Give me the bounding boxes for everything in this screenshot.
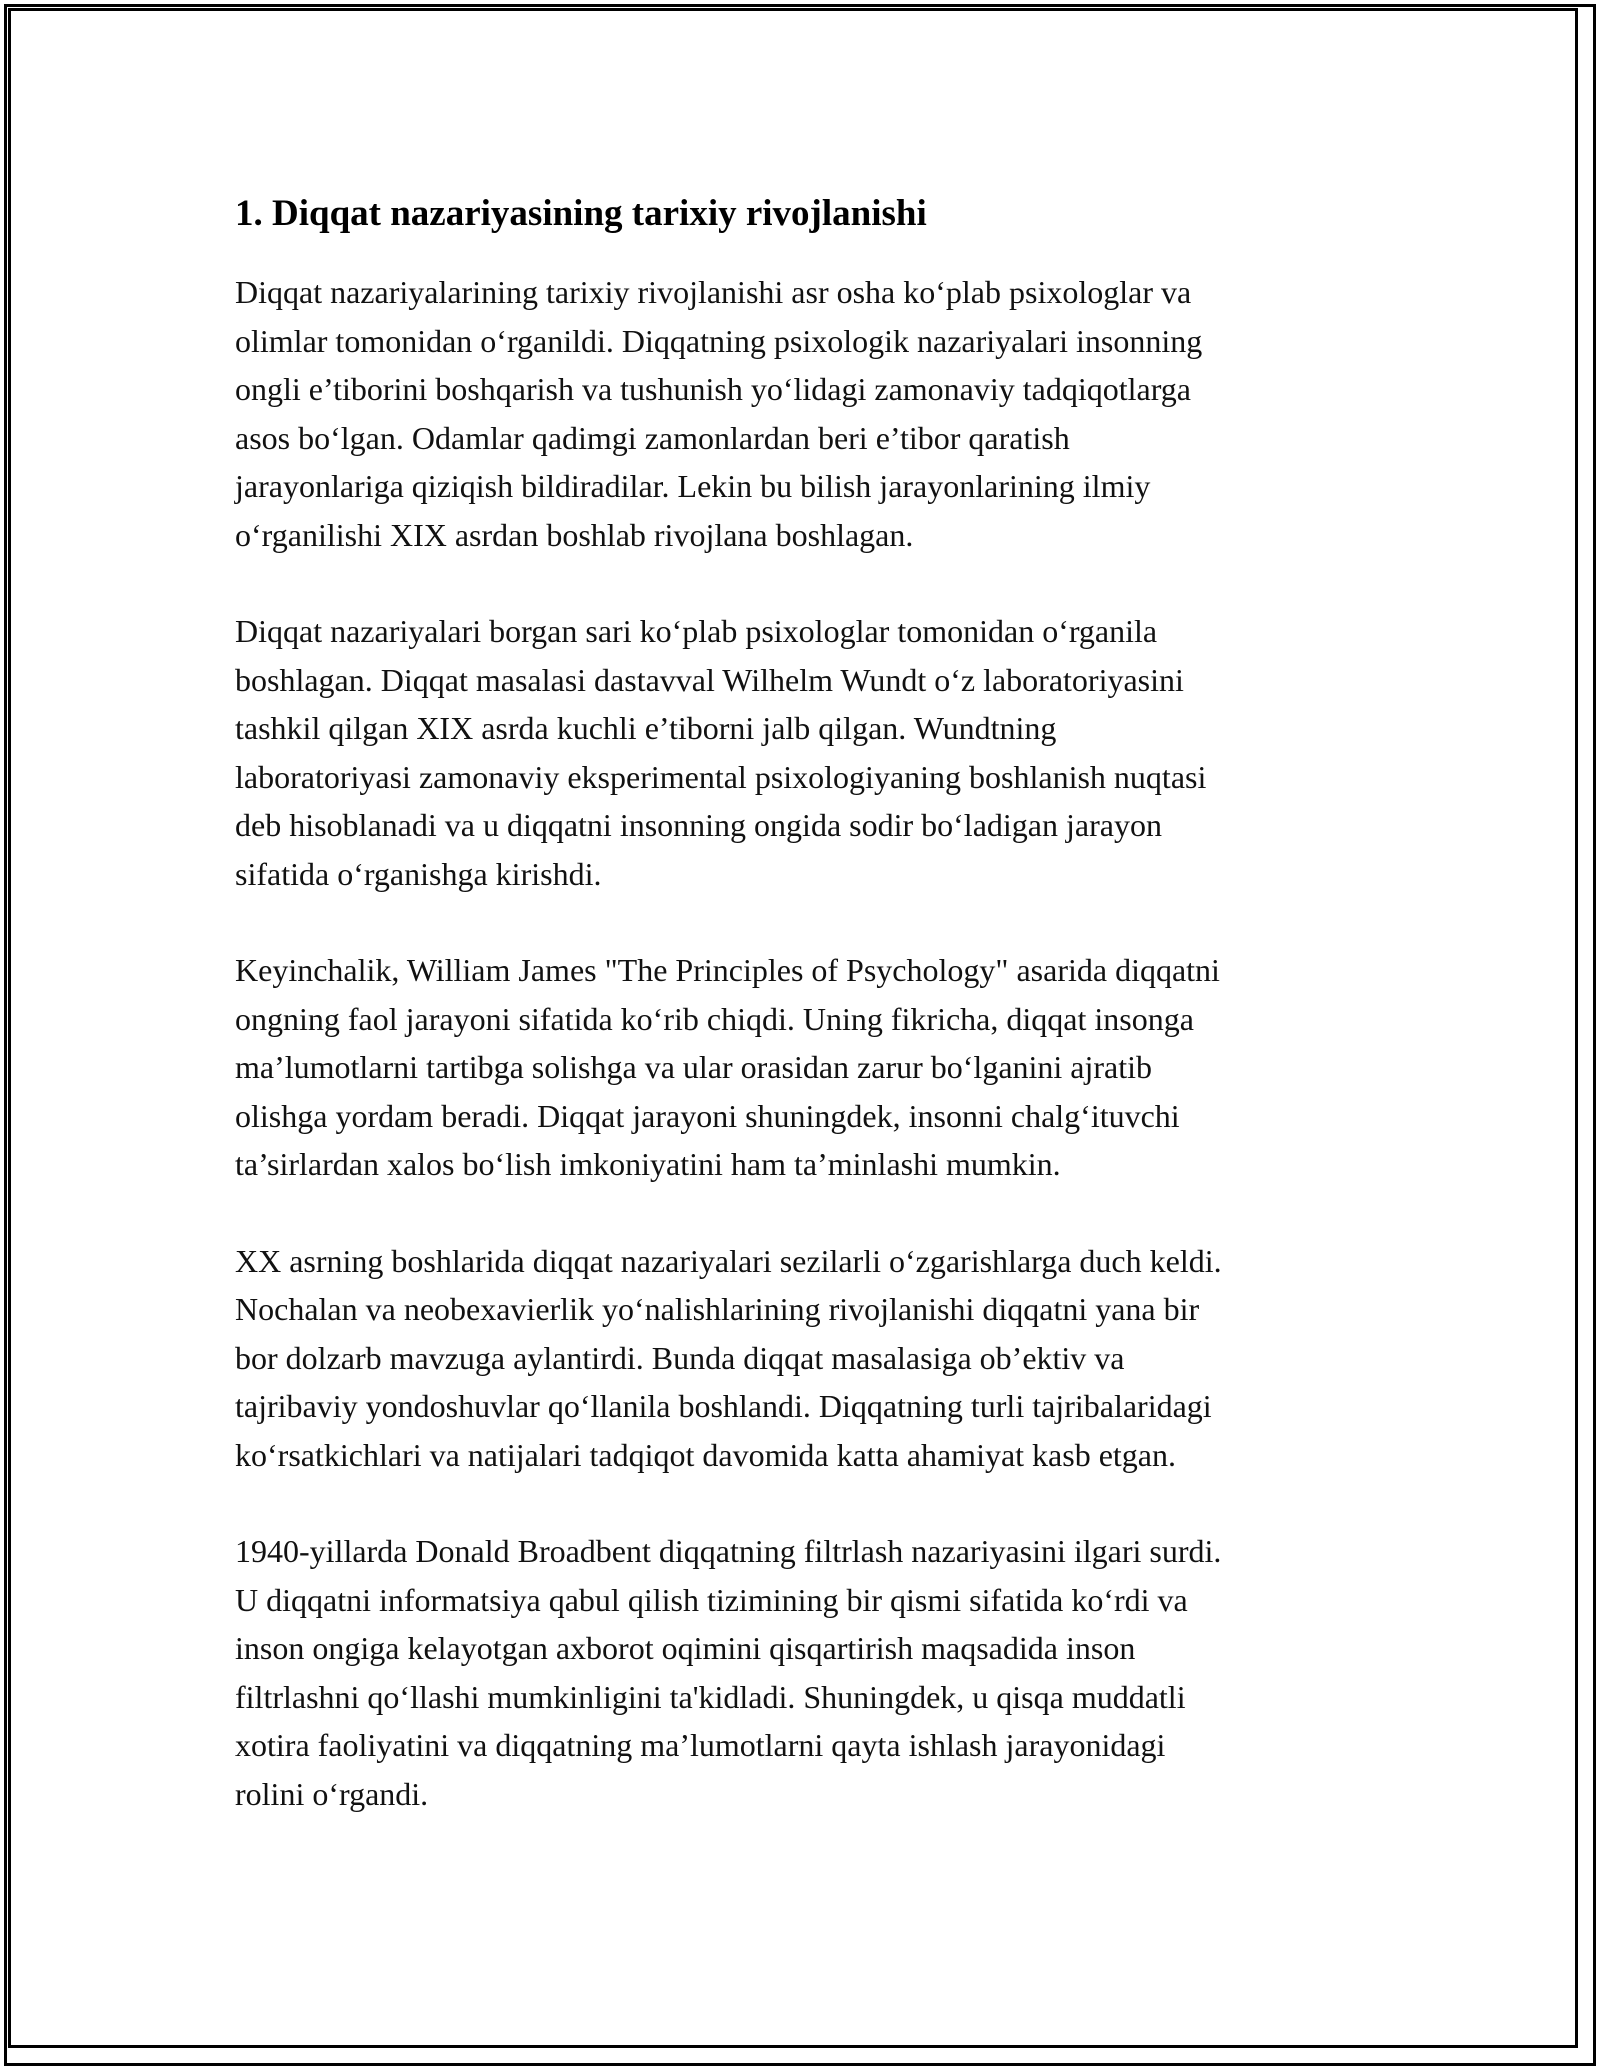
document-body bbox=[235, 188, 1375, 1866]
paragraph-2: Diqqat nazariyalari borgan sari ko‘plab psixologlar tomonidan o‘rganila boshlagan. Diqqat masalasi dastavval Wilhelm Wundt o‘z laboratoriyasini tashkil qilgan XIX asrda kuchli e’tiborni jalb qilgan. Wundtning laboratoriyasi zamonaviy eksperimental psixologiyaning boshlanish nuqtasi deb hisoblanadi va u diqqatni insonning ongida sodir bo‘ladigan jarayon sifatida o‘rganishga kirishdi. bbox=[235, 613, 1207, 892]
section-heading: 1. Diqqat nazariyasining tarixiy rivojlanishi bbox=[235, 193, 927, 234]
paragraph-3: Keyinchalik, William James "The Principles of Psychology" asarida diqqatni ongning faol jarayoni sifatida ko‘rib chiqdi. Uning fikricha, diqqat insonga ma’lumotlarni tartibga solishga va ular orasidan zarur bo‘lganini ajratib olishga yordam beradi. Diqqat jarayoni shuningdek, insonni chalg‘ituvchi ta’sirlardan xalos bo‘lish imkoniyatini ham ta’minlashi mumkin. bbox=[235, 952, 1220, 1182]
paragraph-1: Diqqat nazariyalarining tarixiy rivojlanishi asr osha ko‘plab psixologlar va olimlar tomonidan o‘rganildi. Diqqatning psixologik nazariyalari insonning ongli e’tiborini boshqarish va tushunish yo‘lidagi zamonaviy tadqiqotlarga asos bo‘lgan. Odamlar qadimgi zamonlardan beri e’tibor qaratish jarayonlariga qiziqish bildiradilar. Lekin bu bilish jarayonlarining ilmiy o‘rganilishi XIX asrdan boshlab rivojlana boshlagan. bbox=[235, 274, 1203, 553]
paragraph-5: 1940-yillarda Donald Broadbent diqqatning filtrlash nazariyasini ilgari surdi. U diqqatni informatsiya qabul qilish tizimining bir qismi sifatida ko‘rdi va inson ongiga kelayotgan axborot oqimini qisqartirish maqsadida inson filtrlashni qo‘llashi mumkinligini ta'kidladi. Shuningdek, u qisqa muddatli xotira faoliyatini va diqqatning ma’lumotlarni qayta ishlash jarayonidagi rolini o‘rgandi. bbox=[235, 1533, 1222, 1812]
paragraph-4: XX asrning boshlarida diqqat nazariyalari sezilarli o‘zgarishlarga duch keldi. Nochalan va neobexavierlik yo‘nalishlarining rivojlanishi diqqatni yana bir bor dolzarb mavzuga aylantirdi. Bunda diqqat masalasiga ob’ektiv va tajribaviy yondoshuvlar qo‘llanila boshlandi. Diqqatning turli tajribalaridagi ko‘rsatkichlari va natijalari tadqiqot davomida katta ahamiyat kasb etgan. bbox=[235, 1242, 1222, 1473]
